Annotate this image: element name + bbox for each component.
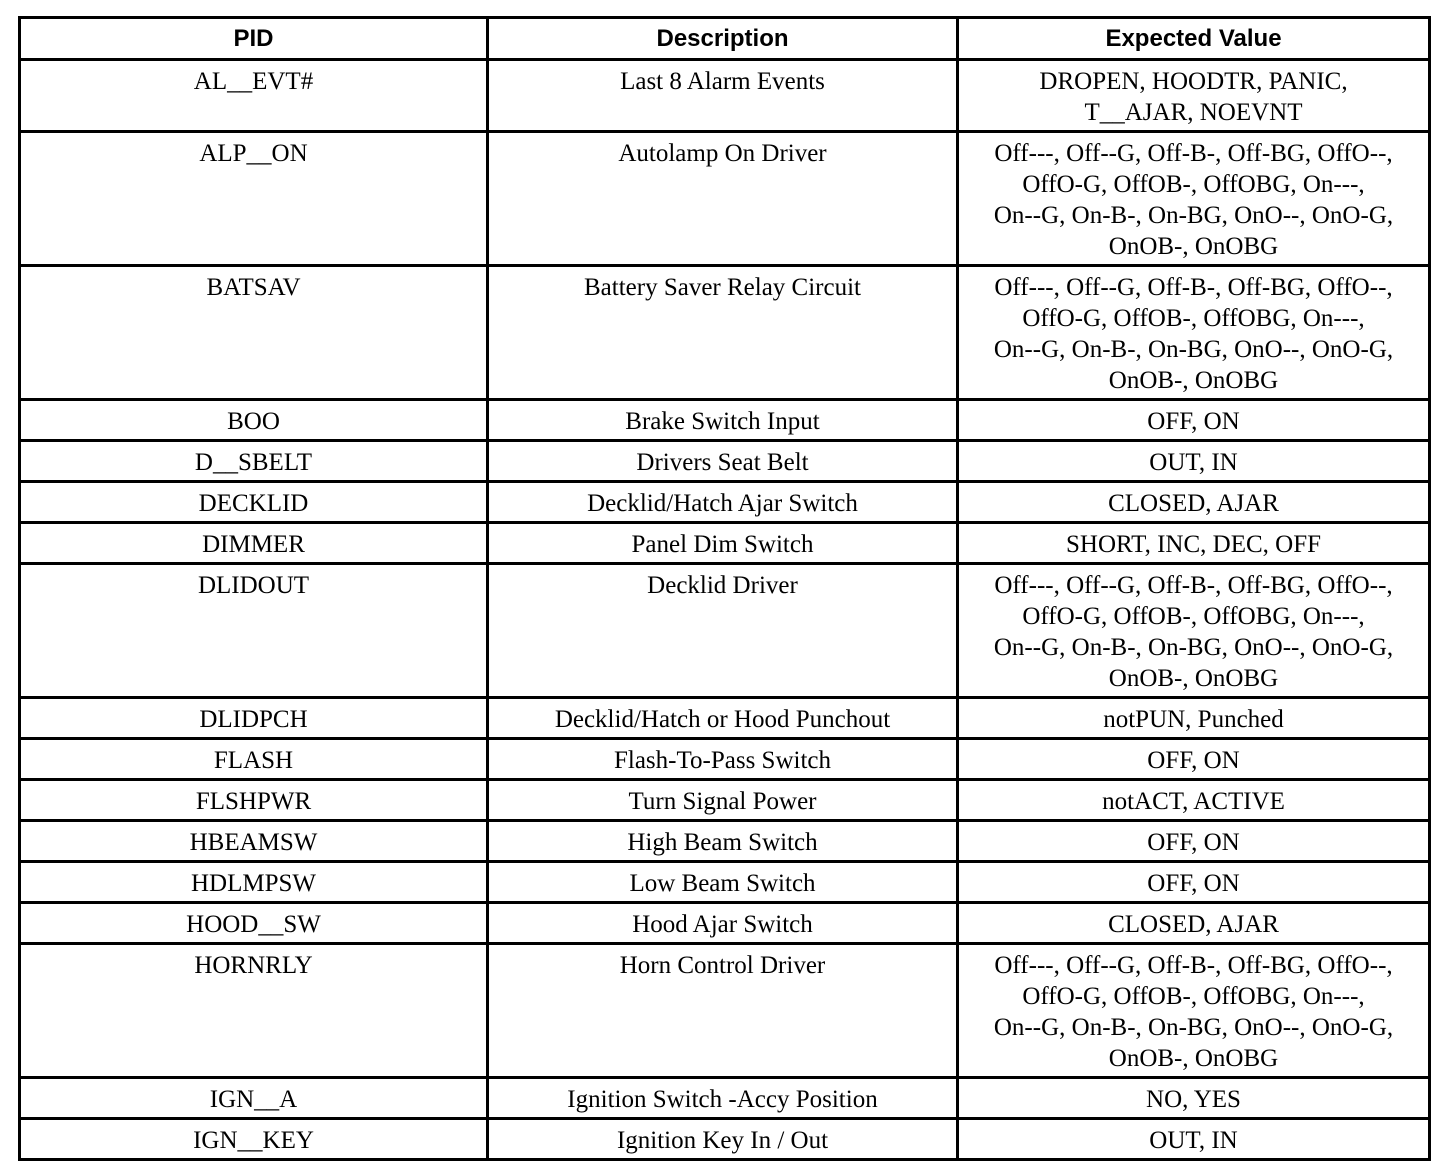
table-row	[20, 903, 1430, 944]
cell-description: High Beam Switch	[488, 821, 958, 862]
cell-pid: DLIDOUT	[20, 564, 488, 698]
cell-pid: FLASH	[20, 739, 488, 780]
cell-description: Autolamp On Driver	[488, 132, 958, 266]
cell-expected-value: OUT, IN	[958, 1119, 1430, 1160]
cell-description: Flash-To-Pass Switch	[488, 739, 958, 780]
cell-description: Ignition Switch -Accy Position	[488, 1078, 958, 1119]
cell-description: Drivers Seat Belt	[488, 441, 958, 482]
cell-expected-value: Off---, Off--G, Off-B-, Off-BG, OffO--, OffO-G, OffOB-, OffOBG, On---, On--G, On-B-, On-BG, OnO--, OnO-G, OnOB-, OnOBG	[958, 564, 1430, 698]
cell-pid: FLSHPWR	[20, 780, 488, 821]
cell-pid: HORNRLY	[20, 944, 488, 1078]
cell-description: Low Beam Switch	[488, 862, 958, 903]
table-row	[20, 698, 1430, 739]
cell-pid: D__SBELT	[20, 441, 488, 482]
cell-expected-value: CLOSED, AJAR	[958, 903, 1430, 944]
table-row	[20, 564, 1430, 698]
table-row	[20, 1119, 1430, 1160]
table-row	[20, 739, 1430, 780]
cell-expected-value: OFF, ON	[958, 739, 1430, 780]
pid-table	[18, 16, 1431, 1161]
cell-description: Brake Switch Input	[488, 400, 958, 441]
cell-description: Horn Control Driver	[488, 944, 958, 1078]
cell-pid: AL__EVT#	[20, 60, 488, 132]
cell-expected-value: notACT, ACTIVE	[958, 780, 1430, 821]
cell-pid: DLIDPCH	[20, 698, 488, 739]
cell-description: Decklid/Hatch Ajar Switch	[488, 482, 958, 523]
cell-expected-value: Off---, Off--G, Off-B-, Off-BG, OffO--, OffO-G, OffOB-, OffOBG, On---, On--G, On-B-, On-BG, OnO--, OnO-G, OnOB-, OnOBG	[958, 944, 1430, 1078]
table-body	[20, 60, 1430, 1160]
cell-pid: HDLMPSW	[20, 862, 488, 903]
table-row	[20, 780, 1430, 821]
table-row	[20, 400, 1430, 441]
table-row	[20, 441, 1430, 482]
cell-description: Decklid Driver	[488, 564, 958, 698]
cell-expected-value: OFF, ON	[958, 400, 1430, 441]
cell-expected-value: SHORT, INC, DEC, OFF	[958, 523, 1430, 564]
cell-expected-value: NO, YES	[958, 1078, 1430, 1119]
cell-description: Hood Ajar Switch	[488, 903, 958, 944]
table-row	[20, 266, 1430, 400]
header-row	[20, 18, 1430, 60]
cell-pid: HBEAMSW	[20, 821, 488, 862]
cell-pid: HOOD__SW	[20, 903, 488, 944]
table-row	[20, 523, 1430, 564]
header-expected-value: Expected Value	[958, 18, 1430, 60]
cell-pid: DIMMER	[20, 523, 488, 564]
table-row	[20, 862, 1430, 903]
cell-description: Panel Dim Switch	[488, 523, 958, 564]
header-pid: PID	[20, 18, 488, 60]
cell-expected-value: OFF, ON	[958, 862, 1430, 903]
cell-pid: DECKLID	[20, 482, 488, 523]
cell-expected-value: OUT, IN	[958, 441, 1430, 482]
cell-pid: BOO	[20, 400, 488, 441]
table-row	[20, 821, 1430, 862]
cell-description: Decklid/Hatch or Hood Punchout	[488, 698, 958, 739]
cell-pid: ALP__ON	[20, 132, 488, 266]
cell-description: Last 8 Alarm Events	[488, 60, 958, 132]
cell-description: Turn Signal Power	[488, 780, 958, 821]
table-row	[20, 60, 1430, 132]
cell-expected-value: CLOSED, AJAR	[958, 482, 1430, 523]
table-row	[20, 132, 1430, 266]
cell-description: Battery Saver Relay Circuit	[488, 266, 958, 400]
cell-pid: BATSAV	[20, 266, 488, 400]
cell-description: Ignition Key In / Out	[488, 1119, 958, 1160]
cell-expected-value: OFF, ON	[958, 821, 1430, 862]
table-row	[20, 482, 1430, 523]
cell-expected-value: notPUN, Punched	[958, 698, 1430, 739]
cell-expected-value: Off---, Off--G, Off-B-, Off-BG, OffO--, OffO-G, OffOB-, OffOBG, On---, On--G, On-B-, On-BG, OnO--, OnO-G, OnOB-, OnOBG	[958, 266, 1430, 400]
table-row	[20, 944, 1430, 1078]
table-row	[20, 1078, 1430, 1119]
cell-expected-value: Off---, Off--G, Off-B-, Off-BG, OffO--, OffO-G, OffOB-, OffOBG, On---, On--G, On-B-, On-BG, OnO--, OnO-G, OnOB-, OnOBG	[958, 132, 1430, 266]
header-description: Description	[488, 18, 958, 60]
cell-pid: IGN__KEY	[20, 1119, 488, 1160]
cell-pid: IGN__A	[20, 1078, 488, 1119]
cell-expected-value: DROPEN, HOODTR, PANIC, T__AJAR, NOEVNT	[958, 60, 1430, 132]
